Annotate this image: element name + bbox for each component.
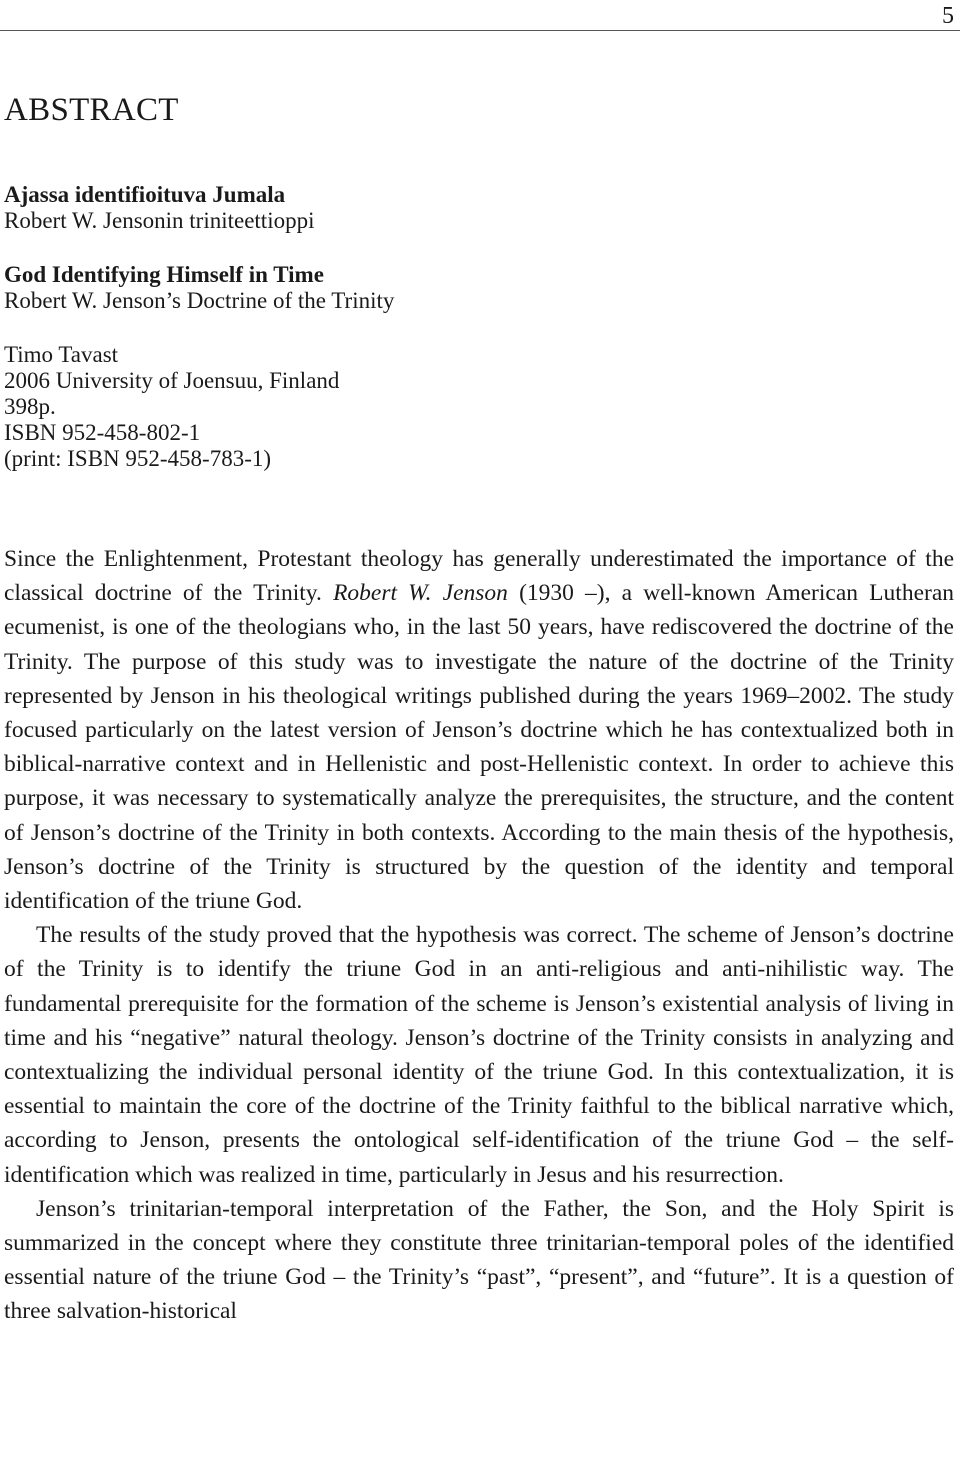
finnish-title-block	[4, 182, 314, 234]
year-institution: 2006 University of Joensuu, Finland	[4, 368, 340, 393]
abstract-text: Since the Enlightenment, Protestant theology has generally underestimated the importance of the classical doctrine of the Trinity.	[4, 546, 954, 607]
author-name-italic: Robert W. Jenson	[333, 580, 508, 607]
finnish-subtitle: Robert W. Jensonin triniteettioppi	[4, 208, 315, 233]
page-count: 398p.	[4, 394, 56, 419]
page-title: ABSTRACT	[4, 92, 179, 128]
isbn-print: (print: ISBN 952-458-783-1)	[4, 446, 272, 471]
publication-info	[4, 342, 339, 472]
abstract-paragraph	[4, 542, 954, 918]
header-rule	[0, 30, 960, 31]
english-title-block	[4, 262, 394, 314]
english-subtitle: Robert W. Jenson’s Doctrine of the Trinity	[4, 288, 395, 313]
finnish-title: Ajassa identifioituva Jumala	[4, 182, 286, 207]
author: Timo Tavast	[4, 342, 119, 367]
abstract-paragraph: Jenson’s trinitarian-temporal interpretation of the Father, the Son, and the Holy Spirit is summarized in the concept where they constitute three trinitarian-temporal poles of the identified essential nature of the triune God – the Trinity’s “past”, “present”, and “future”. It is a question of three salvation-historical	[4, 1195, 954, 1325]
abstract-body	[4, 542, 954, 1329]
abstract-paragraph: The results of the study proved that the hypothesis was correct. The scheme of Jenson’s doctrine of the Trinity is to identify the triune God in an anti-religious and anti-nihilistic way. The fundamental prerequisite for the formation of the scheme is Jenson’s existential analysis of living in time and his “negative” natural theology. Jenson’s doctrine of the Trinity consists in analyzing and contextualizing the individual personal identity of the triune God. In this contextualization, it is essential to maintain the core of the doctrine of the Trinity faithful to the biblical narrative which, according to Jenson, presents the ontological self-identification of the triune God – the self-identification which was realized in time, particularly in Jesus and his resurrection.	[4, 922, 954, 1188]
isbn: ISBN 952-458-802-1	[4, 420, 201, 445]
abstract-text: (1930 –), a well-known American Lutheran ecumenist, is one of the theologians who, in the last 50 years, have rediscovered the doctrine of the Trinity. The purpose of this study was to investigate the nature of the doctrine of the Trinity represented by Jenson in his theological writings published during the years 1969–2002. The study focused particularly on the latest version of Jenson’s doctrine which he has contextualized both in biblical-narrative context and in Hellenistic and post-Hellenistic context. In order to achieve this purpose, it was necessary to systematically analyze the prerequisites, the structure, and the content of Jenson’s doctrine of the Trinity in both contexts. According to the main thesis of the hypothesis, Jenson’s doctrine of the Trinity is structured by the question of the identity and temporal identification of the triune God.	[4, 580, 955, 915]
page-number: 5	[942, 3, 954, 29]
english-title: God Identifying Himself in Time	[4, 262, 324, 287]
